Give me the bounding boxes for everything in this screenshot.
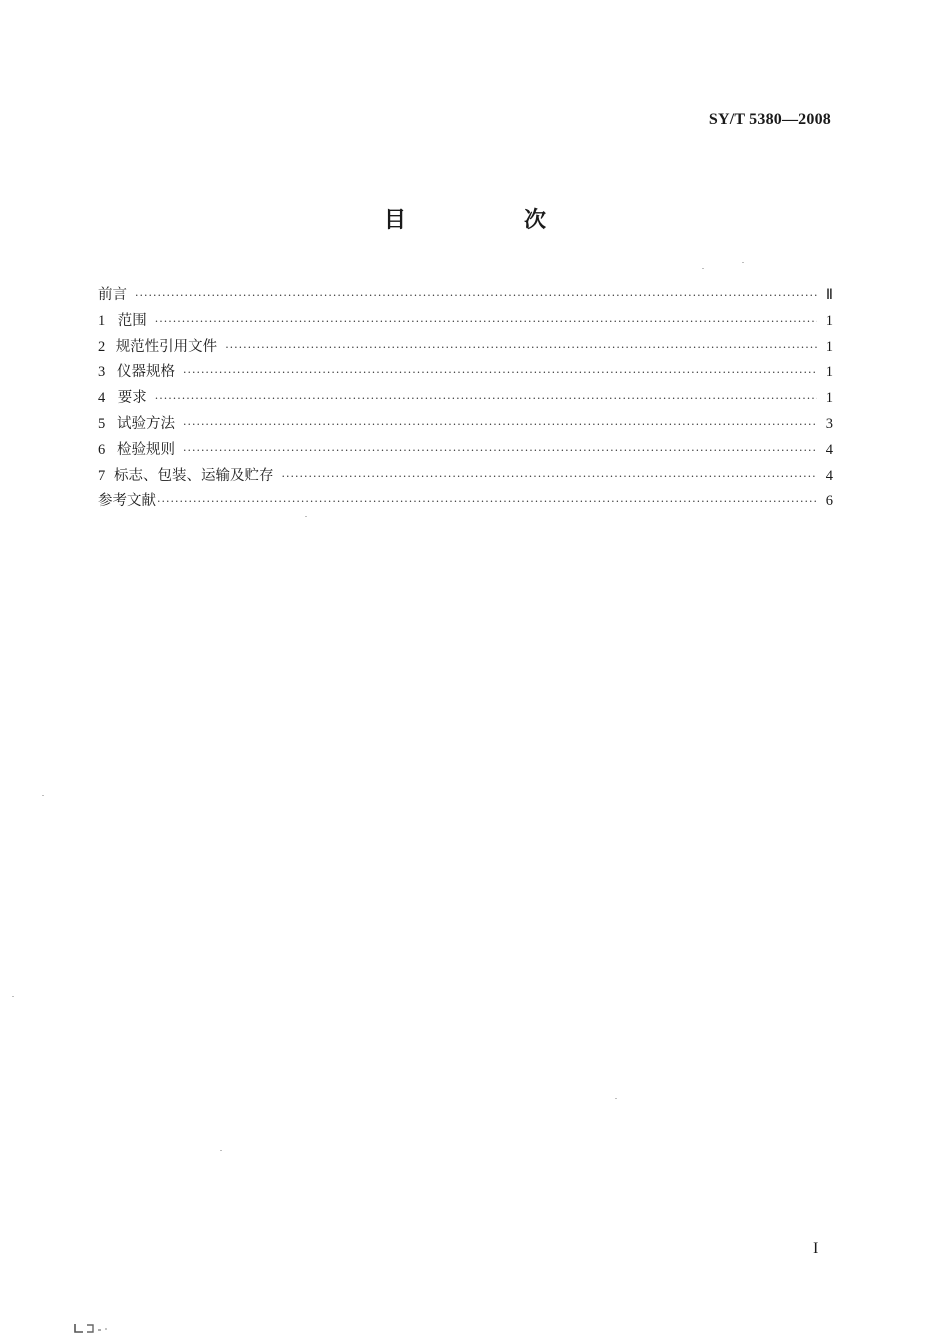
toc-entry-text: 仪器规格	[116, 364, 175, 381]
toc-entry-scope[interactable]	[98, 309, 833, 335]
toc-entry-text: 标志、包装、运输及贮存	[114, 467, 274, 484]
toc-entry-number: 1	[98, 312, 106, 329]
scan-speck	[12, 996, 14, 997]
toc-entry-foreword[interactable]	[98, 283, 833, 309]
toc-entry-text: 要求	[117, 390, 147, 407]
toc-entry-marking-packaging[interactable]	[98, 464, 833, 490]
toc-entry-text: 参考文献	[98, 493, 156, 510]
toc-entry-number: 4	[98, 390, 106, 407]
toc-entry-page: 4	[825, 441, 833, 458]
toc-entry-page: 6	[825, 493, 833, 510]
toc-entry-normative-references[interactable]	[98, 335, 833, 361]
scan-speck	[305, 516, 307, 517]
toc-entry-number: 3	[98, 364, 106, 381]
toc-entry-page: Ⅱ	[825, 287, 833, 303]
toc-entry-number: 2	[98, 338, 106, 355]
toc-leader-dots	[282, 464, 818, 490]
toc-leader-dots	[183, 360, 817, 386]
toc-list	[98, 283, 833, 515]
scan-speck	[42, 795, 44, 796]
standard-code: SY/T 5380—2008	[708, 111, 831, 128]
toc-entry-page: 3	[825, 415, 833, 432]
toc-leader-dots	[183, 438, 817, 464]
page-number: I	[813, 1240, 819, 1257]
toc-entry-text: 规范性引用文件	[115, 338, 218, 355]
toc-entry-number: 5	[98, 415, 106, 432]
toc-entry-page: 1	[825, 364, 833, 381]
toc-entry-inspection-rules[interactable]	[98, 438, 833, 464]
scan-speck	[742, 262, 744, 263]
toc-title: 目 次	[383, 208, 594, 233]
toc-entry-page: 1	[825, 312, 833, 329]
toc-entry-number: 6	[98, 441, 106, 458]
toc-entry-requirements[interactable]	[98, 386, 833, 412]
toc-leader-dots	[155, 386, 817, 412]
scan-speck	[615, 1098, 617, 1099]
toc-entry-text: 试验方法	[116, 415, 175, 432]
toc-entry-test-methods[interactable]	[98, 412, 833, 438]
toc-entry-page: 1	[825, 390, 833, 407]
scan-speck	[702, 268, 704, 269]
toc-entry-instrument-specifications[interactable]	[98, 360, 833, 386]
toc-entry-text: 检验规则	[116, 441, 175, 458]
toc-leader-dots	[225, 335, 817, 361]
scan-speck	[220, 1150, 222, 1151]
toc-entry-page: 4	[825, 467, 833, 484]
toc-entry-text: 前言	[98, 287, 127, 303]
toc-leader-dots	[135, 283, 817, 309]
toc-entry-bibliography[interactable]	[98, 489, 833, 515]
toc-leader-dots	[157, 489, 817, 515]
toc-leader-dots	[183, 412, 817, 438]
toc-entry-number: 7	[98, 467, 106, 484]
toc-entry-text: 范围	[117, 312, 147, 329]
toc-entry-page: 1	[825, 338, 833, 355]
scan-artifact	[74, 1322, 114, 1334]
toc-leader-dots	[155, 309, 817, 335]
